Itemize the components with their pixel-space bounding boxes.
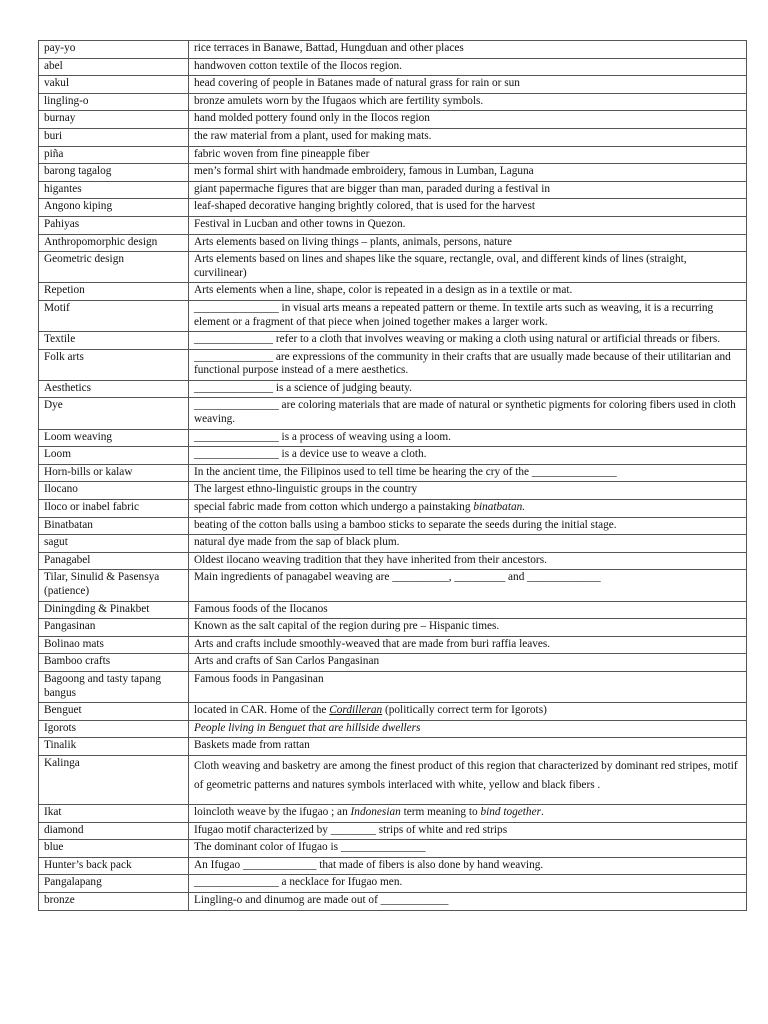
term-cell: Repetion	[39, 283, 189, 301]
definition-cell	[189, 58, 747, 76]
definition-cell	[189, 464, 747, 482]
term-cell: Bolinao mats	[39, 636, 189, 654]
definition-cell	[189, 619, 747, 637]
vocabulary-table	[38, 40, 747, 911]
definition-text: (politically correct term for Igorots)	[382, 704, 547, 717]
definition-cell	[189, 703, 747, 721]
table-row	[39, 41, 747, 59]
definition-text: bind together	[480, 805, 541, 818]
table-row	[39, 738, 747, 756]
definition-cell	[189, 755, 747, 804]
table-row	[39, 703, 747, 721]
table-body	[39, 41, 747, 911]
term-cell: diamond	[39, 822, 189, 840]
definition-cell	[189, 840, 747, 858]
table-row	[39, 380, 747, 398]
table-row	[39, 517, 747, 535]
term-cell: Bagoong and tasty tapang bangus	[39, 671, 189, 702]
term-cell: pay-yo	[39, 41, 189, 59]
term-cell: bronze	[39, 892, 189, 910]
definition-cell	[189, 76, 747, 94]
term-cell: Ilocano	[39, 482, 189, 500]
definition-text: Main ingredients of panagabel weaving are __________, _________ and _____________	[194, 571, 601, 584]
definition-cell	[189, 93, 747, 111]
term-cell: Bamboo crafts	[39, 654, 189, 672]
table-row	[39, 164, 747, 182]
term-cell: Ikat	[39, 804, 189, 822]
term-cell: Igorots	[39, 720, 189, 738]
definition-text: Oldest ilocano weaving tradition that they have inherited from their ancestors.	[194, 553, 547, 566]
term-cell: Diningding & Pinakbet	[39, 601, 189, 619]
definition-text: Cloth weaving and basketry are among the finest product of this region that characterized by dominant red stripes, motif of geometric patterns and natures symbols interlaced with white, yellow and black fibers .	[194, 759, 738, 791]
definition-text: In the ancient time, the Filipinos used to tell time be hearing the cry of the _______________	[194, 465, 617, 478]
definition-text: _______________ is a device use to weave a cloth.	[194, 448, 427, 461]
table-row	[39, 429, 747, 447]
term-cell: Motif	[39, 300, 189, 331]
term-cell: Panagabel	[39, 552, 189, 570]
definition-text: men’s formal shirt with handmade embroidery, famous in Lumban, Laguna	[194, 165, 534, 178]
definition-text: .	[541, 805, 544, 818]
term-cell: Horn-bills or kalaw	[39, 464, 189, 482]
term-cell: piña	[39, 146, 189, 164]
term-cell: Loom	[39, 447, 189, 465]
definition-text: handwoven cotton textile of the Ilocos region.	[194, 59, 402, 72]
term-cell: lingling-o	[39, 93, 189, 111]
term-cell: Tilar, Sinulid & Pasensya (patience)	[39, 570, 189, 601]
table-row	[39, 755, 747, 804]
table-row	[39, 875, 747, 893]
definition-cell	[189, 349, 747, 380]
table-row	[39, 804, 747, 822]
definition-cell	[189, 738, 747, 756]
table-row	[39, 93, 747, 111]
term-cell: Aesthetics	[39, 380, 189, 398]
table-row	[39, 601, 747, 619]
definition-text: _______________ are coloring materials that are made of natural or synthetic pigments for coloring fibers used in cloth weaving.	[194, 399, 736, 426]
definition-cell	[189, 216, 747, 234]
definition-cell	[189, 146, 747, 164]
table-row	[39, 720, 747, 738]
definition-cell	[189, 181, 747, 199]
definition-text: Arts and crafts of San Carlos Pangasinan	[194, 655, 380, 668]
table-row	[39, 654, 747, 672]
definition-text: leaf-shaped decorative hanging brightly colored, that is used for the harvest	[194, 200, 535, 213]
definition-cell	[189, 535, 747, 553]
table-row	[39, 482, 747, 500]
definition-text: An Ifugao _____________ that made of fibers is also done by hand weaving.	[194, 858, 544, 871]
definition-text: located in CAR. Home of the	[194, 704, 330, 717]
definition-text: term meaning to	[400, 805, 481, 818]
term-cell: sagut	[39, 535, 189, 553]
term-cell: Pahiyas	[39, 216, 189, 234]
term-cell: vakul	[39, 76, 189, 94]
definition-cell	[189, 234, 747, 252]
definition-text: Famous foods of the Ilocanos	[194, 602, 328, 615]
term-cell: Angono kiping	[39, 199, 189, 217]
definition-text: loincloth weave by the ifugao ; an	[194, 805, 351, 818]
term-cell: Benguet	[39, 703, 189, 721]
table-row	[39, 332, 747, 350]
table-row	[39, 146, 747, 164]
definition-text: head covering of people in Batanes made of natural grass for rain or sun	[194, 77, 520, 90]
definition-cell	[189, 601, 747, 619]
term-cell: higantes	[39, 181, 189, 199]
term-cell: blue	[39, 840, 189, 858]
term-cell: Anthropomorphic design	[39, 234, 189, 252]
definition-cell	[189, 199, 747, 217]
definition-text: fabric woven from fine pineapple fiber	[194, 147, 370, 160]
definition-cell	[189, 41, 747, 59]
term-cell: barong tagalog	[39, 164, 189, 182]
definition-cell	[189, 822, 747, 840]
table-row	[39, 199, 747, 217]
definition-text: _______________ is a process of weaving using a loom.	[194, 430, 451, 443]
definition-text: Ifugao motif characterized by ________ strips of white and red strips	[194, 823, 508, 836]
table-row	[39, 447, 747, 465]
definition-cell	[189, 654, 747, 672]
table-row	[39, 552, 747, 570]
table-row	[39, 181, 747, 199]
table-row	[39, 535, 747, 553]
definition-cell	[189, 500, 747, 518]
definition-text: ______________ is a science of judging beauty.	[194, 381, 412, 394]
table-row	[39, 216, 747, 234]
table-row	[39, 252, 747, 283]
definition-text: _______________ in visual arts means a repeated pattern or theme. In textile arts such as weaving, it is a recurring element or a fragment of that piece when joined together makes a larger work.	[194, 301, 714, 328]
table-row	[39, 892, 747, 910]
definition-text: rice terraces in Banawe, Battad, Hungduan and other places	[194, 42, 464, 54]
term-cell: Hunter’s back pack	[39, 857, 189, 875]
definition-text: Arts elements based on lines and shapes like the square, rectangle, oval, and different kinds of lines (straight, curvilinear)	[194, 253, 687, 279]
definition-text: beating of the cotton balls using a bamboo sticks to separate the seeds during the initial stage.	[194, 518, 617, 531]
definition-cell	[189, 636, 747, 654]
definition-text: hand molded pottery found only in the Ilocos region	[194, 112, 430, 125]
table-row	[39, 822, 747, 840]
definition-cell	[189, 482, 747, 500]
definition-cell	[189, 552, 747, 570]
term-cell: buri	[39, 128, 189, 146]
definition-text: The largest ethno-linguistic groups in the country	[194, 483, 418, 496]
definition-cell	[189, 857, 747, 875]
term-cell: Tinalik	[39, 738, 189, 756]
term-cell: Iloco or inabel fabric	[39, 500, 189, 518]
table-row	[39, 111, 747, 129]
definition-cell	[189, 429, 747, 447]
definition-text: special fabric made from cotton which undergo a painstaking	[194, 501, 474, 514]
definition-text: Lingling-o and dinumog are made out of ____________	[194, 893, 449, 906]
table-row	[39, 619, 747, 637]
definition-cell	[189, 283, 747, 301]
table-row	[39, 58, 747, 76]
definition-cell	[189, 892, 747, 910]
term-cell: Pangalapang	[39, 875, 189, 893]
definition-cell	[189, 128, 747, 146]
definition-cell	[189, 111, 747, 129]
definition-text: People living in Benguet that are hillside dwellers	[194, 721, 421, 734]
definition-cell	[189, 252, 747, 283]
definition-text: ______________ are expressions of the community in their crafts that are usually made because of their utilitarian and functional purpose instead of a mere aesthetics.	[194, 350, 731, 377]
term-cell: Geometric design	[39, 252, 189, 283]
definition-cell	[189, 380, 747, 398]
table-row	[39, 234, 747, 252]
definition-text: Baskets made from rattan	[194, 739, 310, 752]
definition-text: Indonesian	[350, 805, 401, 818]
definition-cell	[189, 720, 747, 738]
definition-cell	[189, 447, 747, 465]
definition-cell	[189, 570, 747, 601]
definition-cell	[189, 804, 747, 822]
table-row	[39, 398, 747, 429]
term-cell: Dye	[39, 398, 189, 429]
definition-text: Famous foods in Pangasinan	[194, 672, 324, 685]
table-row	[39, 857, 747, 875]
definition-text: the raw material from a plant, used for making mats.	[194, 129, 432, 142]
definition-text: _______________ a necklace for Ifugao men.	[194, 876, 403, 889]
term-cell: Kalinga	[39, 755, 189, 804]
table-row	[39, 76, 747, 94]
term-cell: Pangasinan	[39, 619, 189, 637]
term-cell: Loom weaving	[39, 429, 189, 447]
definition-text: ______________ refer to a cloth that involves weaving or making a cloth using natural or artificial threads or fibers.	[194, 333, 721, 346]
table-row	[39, 300, 747, 331]
definition-text: The dominant color of Ifugao is _______________	[194, 841, 426, 854]
definition-text: Arts elements when a line, shape, color is repeated in a design as in a textile or mat.	[194, 284, 573, 297]
table-row	[39, 464, 747, 482]
definition-text: giant papermache figures that are bigger than man, paraded during a festival in	[194, 182, 551, 195]
definition-text: Cordilleran	[329, 704, 383, 717]
definition-text: Known as the salt capital of the region during pre – Hispanic times.	[194, 620, 500, 633]
term-cell: Folk arts	[39, 349, 189, 380]
table-row	[39, 570, 747, 601]
table-row	[39, 349, 747, 380]
table-row	[39, 500, 747, 518]
definition-text: Festival in Lucban and other towns in Quezon.	[194, 217, 406, 230]
definition-cell	[189, 300, 747, 331]
definition-text: binatbatan.	[473, 501, 526, 514]
definition-cell	[189, 332, 747, 350]
table-row	[39, 636, 747, 654]
definition-cell	[189, 517, 747, 535]
definition-text: Arts elements based on living things – plants, animals, persons, nature	[194, 235, 512, 248]
table-row	[39, 671, 747, 702]
definition-cell	[189, 164, 747, 182]
definition-cell	[189, 875, 747, 893]
definition-cell	[189, 671, 747, 702]
table-row	[39, 840, 747, 858]
term-cell: Textile	[39, 332, 189, 350]
term-cell: Binatbatan	[39, 517, 189, 535]
definition-cell	[189, 398, 747, 429]
term-cell: abel	[39, 58, 189, 76]
definition-text: natural dye made from the sap of black plum.	[194, 536, 400, 549]
definition-text: bronze amulets worn by the Ifugaos which are fertility symbols.	[194, 94, 484, 107]
table-row	[39, 128, 747, 146]
term-cell: burnay	[39, 111, 189, 129]
table-row	[39, 283, 747, 301]
definition-text: Arts and crafts include smoothly-weaved that are made from buri raffia leaves.	[194, 637, 551, 650]
